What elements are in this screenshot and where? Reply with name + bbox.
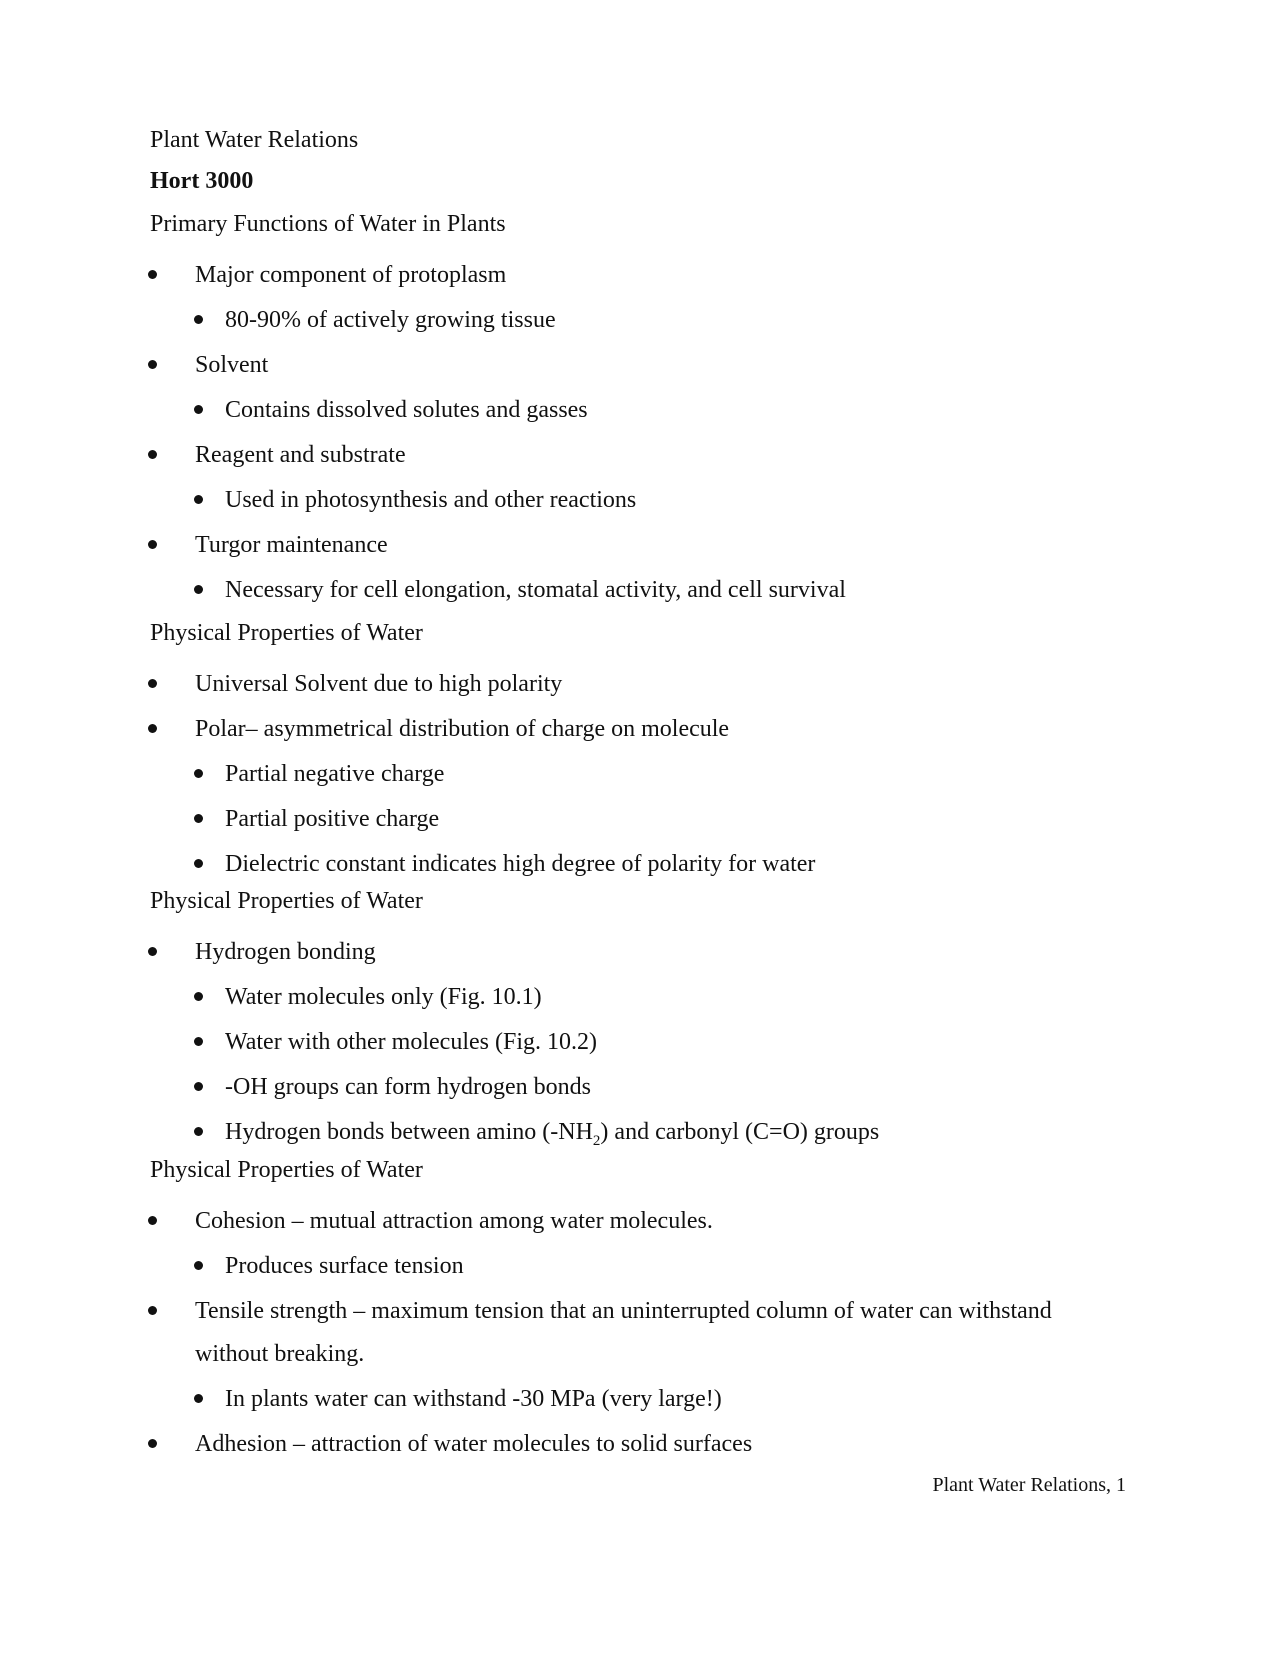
- bullet-icon: [194, 769, 203, 778]
- list-item: Adhesion – attraction of water molecules to solid surfaces: [195, 1431, 753, 1457]
- bullet-icon: [194, 814, 203, 823]
- page-footer: Plant Water Relations, 1: [932, 1474, 1126, 1496]
- bullet-icon: [194, 1037, 203, 1046]
- sub-list-item: Dielectric constant indicates high degree of polarity for water: [225, 851, 816, 877]
- bullet-icon: [194, 1127, 203, 1136]
- sub-list-item-text: ) and carbonyl (C=O) groups: [600, 1119, 880, 1145]
- list-item: Turgor maintenance: [195, 532, 388, 558]
- list-item: Reagent and substrate: [195, 442, 406, 468]
- sub-list-item: Necessary for cell elongation, stomatal activity, and cell survival: [225, 577, 846, 603]
- bullet-icon: [148, 540, 157, 549]
- sub-list-item: -OH groups can form hydrogen bonds: [225, 1074, 591, 1100]
- section-heading: Physical Properties of Water: [150, 620, 423, 646]
- bullet-icon: [148, 724, 157, 733]
- list-item-continuation: without breaking.: [195, 1341, 365, 1367]
- section-heading: Primary Functions of Water in Plants: [150, 211, 506, 237]
- bullet-icon: [148, 1216, 157, 1225]
- bullet-icon: [148, 947, 157, 956]
- bullet-icon: [194, 1394, 203, 1403]
- bullet-icon: [148, 1306, 157, 1315]
- bullet-icon: [148, 1439, 157, 1448]
- bullet-icon: [194, 315, 203, 324]
- sub-list-item: Water with other molecules (Fig. 10.2): [225, 1029, 597, 1055]
- sub-list-item: 80-90% of actively growing tissue: [225, 307, 556, 333]
- bullet-icon: [148, 270, 157, 279]
- list-item: Universal Solvent due to high polarity: [195, 671, 563, 697]
- bullet-icon: [194, 859, 203, 868]
- list-item: Tensile strength – maximum tension that an uninterrupted column of water can withstand: [195, 1298, 1052, 1324]
- list-item: Major component of protoplasm: [195, 262, 507, 288]
- sub-list-item: Partial positive charge: [225, 806, 440, 832]
- bullet-icon: [194, 495, 203, 504]
- bullet-icon: [148, 360, 157, 369]
- bullet-icon: [194, 992, 203, 1001]
- sub-list-item: Water molecules only (Fig. 10.1): [225, 984, 542, 1010]
- list-item: Hydrogen bonding: [195, 939, 376, 965]
- list-item: Cohesion – mutual attraction among water molecules.: [195, 1208, 713, 1234]
- bullet-icon: [194, 585, 203, 594]
- sub-list-item: Partial negative charge: [225, 761, 445, 787]
- subscript: 2: [592, 1132, 601, 1149]
- course-code: Hort 3000: [150, 168, 254, 194]
- sub-list-item: In plants water can withstand -30 MPa (very large!): [225, 1386, 722, 1412]
- bullet-icon: [148, 679, 157, 688]
- bullet-icon: [194, 405, 203, 414]
- bullet-icon: [148, 450, 157, 459]
- section-heading: Physical Properties of Water: [150, 888, 423, 914]
- sub-list-item: Contains dissolved solutes and gasses: [225, 397, 588, 423]
- sub-list-item: Used in photosynthesis and other reactions: [225, 487, 637, 513]
- sub-list-item: [225, 1117, 879, 1147]
- bullet-icon: [194, 1082, 203, 1091]
- sub-list-item-text: Hydrogen bonds between amino (-NH: [225, 1119, 593, 1145]
- sub-list-item: Produces surface tension: [225, 1253, 464, 1279]
- bullet-icon: [194, 1261, 203, 1270]
- list-item: Solvent: [195, 352, 269, 378]
- list-item: Polar– asymmetrical distribution of charge on molecule: [195, 716, 730, 742]
- document-title: Plant Water Relations: [150, 127, 359, 153]
- section-heading: Physical Properties of Water: [150, 1157, 423, 1183]
